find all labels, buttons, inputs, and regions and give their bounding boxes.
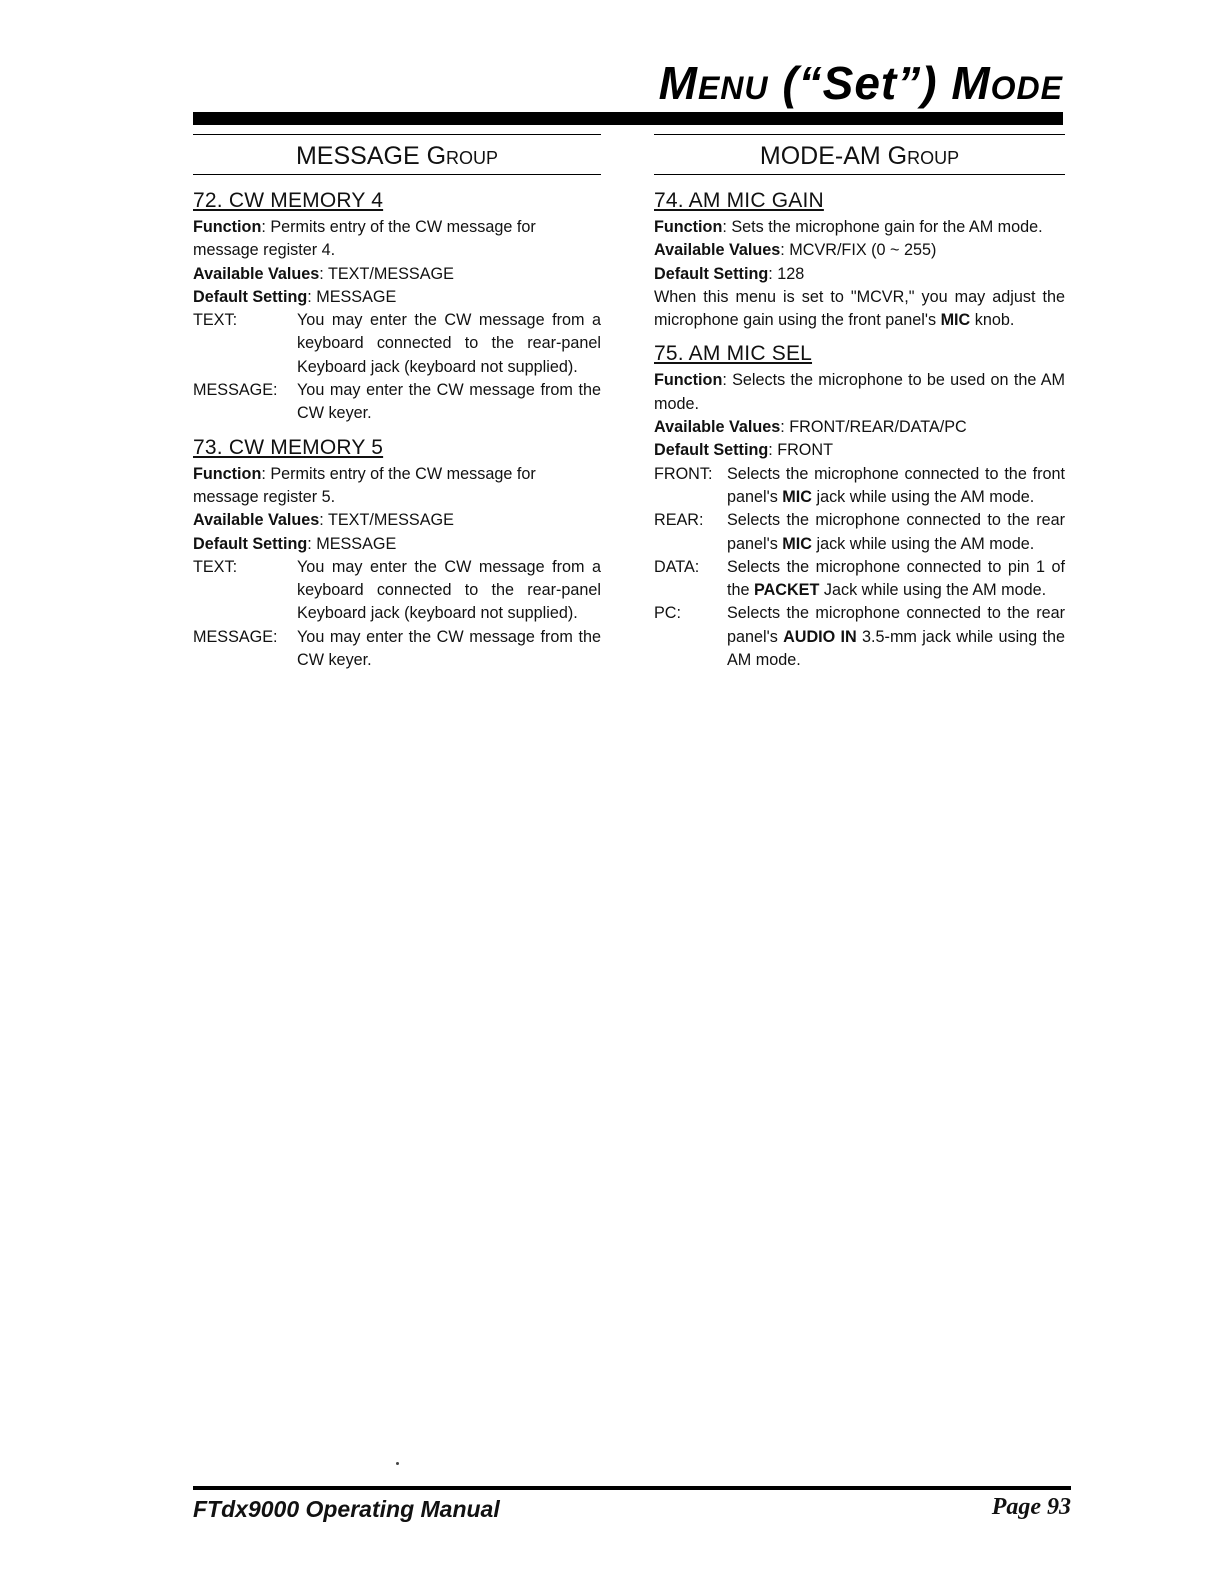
default-line: Default Setting: 128 (654, 264, 805, 283)
footer-page-number: Page 93 (991, 1494, 1071, 1520)
function-line: Function: Sets the microphone gain for the AM mode. (654, 218, 1043, 236)
item-title: 73. CW MEMORY 5 (193, 435, 384, 459)
definition-desc: You may enter the CW message from the CW keyer. (297, 627, 601, 670)
title-word-menu: Menu (658, 57, 769, 109)
title-word-mode: Mode (951, 57, 1063, 109)
footer-manual-title: FTdx9000 Operating Manual (193, 1496, 500, 1522)
definition-row (654, 509, 1065, 556)
definition-desc: Selects the microphone connected to the rear panel's MIC jack while using the AM mode. (727, 511, 1065, 553)
function-line: Function: Permits entry of the CW message for message register 4. (193, 218, 536, 260)
default-line: Default Setting: MESSAGE (193, 534, 397, 553)
group-title-main: MODE-AM (759, 142, 881, 170)
left-column (193, 134, 601, 672)
definition-desc: You may enter the CW message from a keyboard connected to the rear-panel Keyboard jack (keyboard not supplied). (297, 557, 601, 623)
default-line: Default Setting: FRONT (654, 441, 833, 460)
item-title: 75. AM MIC SEL (654, 342, 813, 366)
item-title: 72. CW MEMORY 4 (193, 189, 384, 212)
page-title (659, 56, 1063, 110)
definition-desc: Selects the microphone connected to pin 1 of the PACKET Jack while using the AM mode. (727, 557, 1065, 600)
group-title-main: MESSAGE (295, 142, 420, 170)
menu-item-75 (654, 342, 1065, 672)
group-title-suffix: Group (887, 142, 960, 170)
values-line: Available Values: TEXT/MESSAGE (193, 264, 454, 283)
definition-term: MESSAGE: (193, 381, 278, 400)
right-column (654, 134, 1065, 672)
definition-term: PC: (654, 604, 681, 623)
values-line: Available Values: TEXT/MESSAGE (193, 511, 454, 530)
stray-dot (396, 1462, 399, 1465)
definition-desc: You may enter the CW message from a keyboard connected to the rear-panel Keyboard jack (keyboard not supplied). (297, 311, 601, 376)
definition-row (654, 602, 1065, 672)
menu-item-73 (193, 436, 601, 673)
footer-bar (193, 1486, 1071, 1490)
definition-term: REAR: (654, 511, 704, 530)
title-set: (“Set”) (782, 57, 938, 109)
message-group-heading (193, 134, 601, 175)
definition-term: DATA: (654, 557, 700, 576)
definition-desc: Selects the microphone connected to the rear panel's AUDIO IN 3.5-mm jack while using the AM mode. (727, 604, 1065, 670)
default-line: Default Setting: MESSAGE (193, 287, 397, 306)
definition-row (654, 463, 1065, 510)
definition-term: FRONT: (654, 464, 713, 483)
item-title: 74. AM MIC GAIN (654, 189, 824, 212)
definition-term: TEXT: (193, 311, 238, 330)
definition-row (193, 379, 601, 426)
menu-item-74 (654, 189, 1065, 332)
note-paragraph: When this menu is set to "MCVR," you may adjust the microphone gain using the front panel's MIC knob. (654, 287, 1065, 330)
definition-row (193, 556, 601, 626)
group-title-suffix: Group (426, 142, 499, 170)
definition-term: TEXT: (193, 557, 238, 576)
function-line: Function: Selects the microphone to be used on the AM mode. (654, 371, 1065, 413)
header-bar (193, 112, 1063, 125)
values-line: Available Values: FRONT/REAR/DATA/PC (654, 418, 967, 437)
function-line: Function: Permits entry of the CW message for message register 5. (193, 464, 536, 506)
definition-row (654, 556, 1065, 603)
definition-desc: You may enter the CW message from the CW keyer. (297, 381, 601, 423)
values-line: Available Values: MCVR/FIX (0 ~ 255) (654, 241, 937, 260)
definition-row (193, 309, 601, 379)
mode-am-group-heading (654, 134, 1065, 175)
definition-term: MESSAGE: (193, 627, 278, 646)
definition-desc: Selects the microphone connected to the front panel's MIC jack while using the AM mode. (727, 464, 1065, 506)
menu-item-72 (193, 189, 601, 426)
definition-row (193, 626, 601, 673)
